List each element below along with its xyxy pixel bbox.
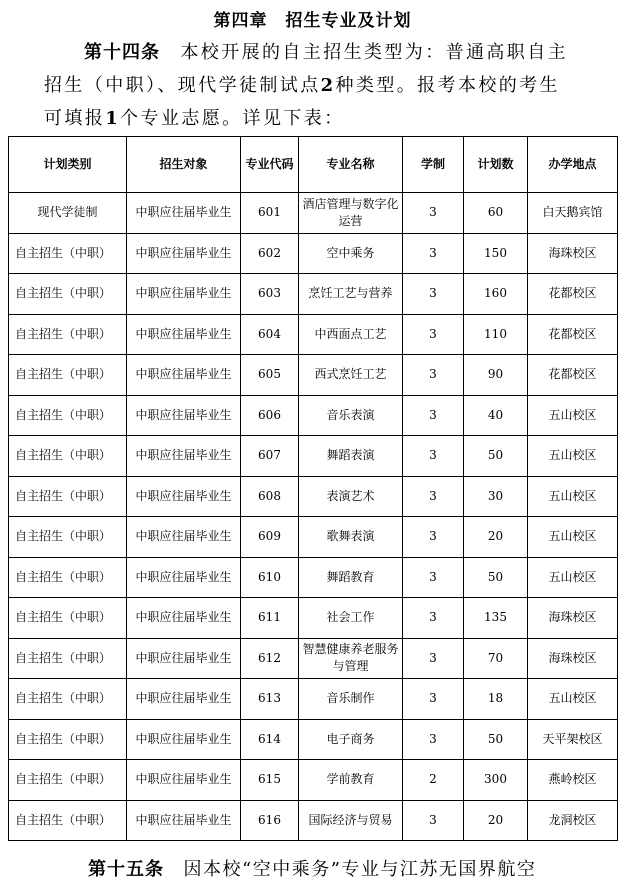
cell-major-code: 602 — [241, 233, 299, 274]
cell-plan-category: 自主招生（中职） — [9, 679, 127, 720]
cell-target: 中职应往届毕业生 — [127, 193, 241, 234]
cell-plan-count: 30 — [464, 476, 528, 517]
cell-plan-count: 18 — [464, 679, 528, 720]
cell-location: 花都校区 — [528, 355, 618, 396]
cell-duration: 3 — [403, 395, 464, 436]
cell-plan-count: 110 — [464, 314, 528, 355]
cell-major-name: 歌舞表演 — [299, 517, 403, 558]
cell-major-name: 智慧健康养老服务与管理 — [299, 638, 403, 679]
header-duration: 学制 — [403, 137, 464, 193]
cell-location: 五山校区 — [528, 476, 618, 517]
cell-major-name: 舞蹈教育 — [299, 557, 403, 598]
cell-duration: 3 — [403, 193, 464, 234]
cell-major-code: 614 — [241, 719, 299, 760]
cell-plan-count: 135 — [464, 598, 528, 639]
cell-plan-category: 自主招生（中职） — [9, 760, 127, 801]
cell-major-code: 608 — [241, 476, 299, 517]
choice-count: 1 — [105, 108, 121, 129]
table-row — [9, 193, 618, 234]
table-row — [9, 274, 618, 315]
cell-location: 海珠校区 — [528, 638, 618, 679]
table-row — [9, 638, 618, 679]
cell-plan-count: 70 — [464, 638, 528, 679]
table-header-row — [9, 137, 618, 193]
table-row — [9, 517, 618, 558]
cell-major-name: 音乐制作 — [299, 679, 403, 720]
cell-target: 中职应往届毕业生 — [127, 679, 241, 720]
cell-duration: 3 — [403, 476, 464, 517]
cell-major-code: 606 — [241, 395, 299, 436]
cell-target: 中职应往届毕业生 — [127, 233, 241, 274]
header-target: 招生对象 — [127, 137, 241, 193]
cell-target: 中职应往届毕业生 — [127, 274, 241, 315]
cell-location: 燕岭校区 — [528, 760, 618, 801]
article-14-text-1: 本校开展的自主招生类型为：普通高职自主 — [180, 42, 569, 63]
article-14-line-3 — [44, 102, 584, 135]
cell-plan-count: 50 — [464, 719, 528, 760]
cell-major-code: 603 — [241, 274, 299, 315]
cell-plan-category: 自主招生（中职） — [9, 638, 127, 679]
cell-major-name: 表演艺术 — [299, 476, 403, 517]
header-location: 办学地点 — [528, 137, 618, 193]
table-row — [9, 314, 618, 355]
article-14-label: 第十四条 — [84, 42, 160, 63]
cell-duration: 3 — [403, 233, 464, 274]
cell-major-code: 607 — [241, 436, 299, 477]
article-15-label: 第十五条 — [88, 859, 164, 880]
cell-major-code: 601 — [241, 193, 299, 234]
cell-target: 中职应往届毕业生 — [127, 760, 241, 801]
cell-duration: 3 — [403, 679, 464, 720]
article-14-line-1 — [44, 36, 584, 69]
table-row — [9, 233, 618, 274]
article-14-text-2a: 招生（中职）、现代学徒制试点 — [44, 75, 321, 96]
cell-plan-category: 自主招生（中职） — [9, 476, 127, 517]
cell-plan-count: 60 — [464, 193, 528, 234]
header-major-name: 专业名称 — [299, 137, 403, 193]
cell-major-code: 611 — [241, 598, 299, 639]
article-14-text-3b: 个专业志愿。详见下表： — [120, 108, 345, 129]
cell-location: 龙洞校区 — [528, 800, 618, 841]
cell-plan-category: 自主招生（中职） — [9, 557, 127, 598]
cell-duration: 3 — [403, 557, 464, 598]
article-15-text: 因本校“空中乘务”专业与江苏无国界航空 — [183, 859, 537, 880]
cell-duration: 3 — [403, 598, 464, 639]
table-row — [9, 395, 618, 436]
cell-location: 海珠校区 — [528, 233, 618, 274]
cell-duration: 3 — [403, 517, 464, 558]
cell-plan-count: 160 — [464, 274, 528, 315]
cell-location: 五山校区 — [528, 395, 618, 436]
cell-target: 中职应往届毕业生 — [127, 355, 241, 396]
table-row — [9, 476, 618, 517]
cell-duration: 3 — [403, 436, 464, 477]
table-row — [9, 760, 618, 801]
article-14-text-3a: 可填报 — [44, 108, 106, 129]
article-15 — [88, 855, 536, 881]
table-row — [9, 719, 618, 760]
table-row — [9, 598, 618, 639]
table-row — [9, 679, 618, 720]
cell-plan-category: 自主招生（中职） — [9, 719, 127, 760]
cell-duration: 3 — [403, 638, 464, 679]
cell-major-code: 604 — [241, 314, 299, 355]
cell-major-code: 615 — [241, 760, 299, 801]
cell-target: 中职应往届毕业生 — [127, 598, 241, 639]
cell-duration: 2 — [403, 760, 464, 801]
cell-plan-category: 自主招生（中职） — [9, 233, 127, 274]
cell-plan-category: 现代学徒制 — [9, 193, 127, 234]
cell-plan-count: 300 — [464, 760, 528, 801]
cell-location: 五山校区 — [528, 679, 618, 720]
cell-location: 五山校区 — [528, 436, 618, 477]
cell-target: 中职应往届毕业生 — [127, 314, 241, 355]
header-plan-count: 计划数 — [464, 137, 528, 193]
cell-major-name: 酒店管理与数字化运营 — [299, 193, 403, 234]
cell-target: 中职应往届毕业生 — [127, 436, 241, 477]
header-plan-category: 计划类别 — [9, 137, 127, 193]
cell-plan-category: 自主招生（中职） — [9, 436, 127, 477]
cell-target: 中职应往届毕业生 — [127, 557, 241, 598]
article-14 — [44, 36, 584, 135]
cell-major-code: 612 — [241, 638, 299, 679]
cell-major-code: 605 — [241, 355, 299, 396]
cell-target: 中职应往届毕业生 — [127, 638, 241, 679]
cell-location: 白天鹅宾馆 — [528, 193, 618, 234]
cell-plan-count: 90 — [464, 355, 528, 396]
cell-duration: 3 — [403, 355, 464, 396]
table-row — [9, 436, 618, 477]
cell-major-name: 国际经济与贸易 — [299, 800, 403, 841]
type-count: 2 — [320, 75, 336, 96]
article-14-text-2b: 种类型。报考本校的考生 — [335, 75, 560, 96]
cell-major-code: 609 — [241, 517, 299, 558]
cell-major-code: 610 — [241, 557, 299, 598]
article-14-line-2 — [44, 69, 584, 102]
cell-plan-category: 自主招生（中职） — [9, 274, 127, 315]
cell-major-name: 电子商务 — [299, 719, 403, 760]
cell-location: 花都校区 — [528, 274, 618, 315]
table-row — [9, 557, 618, 598]
cell-major-name: 舞蹈表演 — [299, 436, 403, 477]
header-major-code: 专业代码 — [241, 137, 299, 193]
cell-target: 中职应往届毕业生 — [127, 800, 241, 841]
cell-plan-category: 自主招生（中职） — [9, 598, 127, 639]
cell-major-code: 613 — [241, 679, 299, 720]
cell-plan-count: 20 — [464, 517, 528, 558]
cell-major-name: 社会工作 — [299, 598, 403, 639]
enrollment-plan-table — [8, 136, 618, 841]
cell-plan-category: 自主招生（中职） — [9, 314, 127, 355]
table-row — [9, 800, 618, 841]
cell-duration: 3 — [403, 274, 464, 315]
cell-plan-category: 自主招生（中职） — [9, 517, 127, 558]
cell-major-code: 616 — [241, 800, 299, 841]
cell-plan-count: 40 — [464, 395, 528, 436]
cell-duration: 3 — [403, 719, 464, 760]
cell-target: 中职应往届毕业生 — [127, 517, 241, 558]
cell-major-name: 中西面点工艺 — [299, 314, 403, 355]
cell-plan-category: 自主招生（中职） — [9, 395, 127, 436]
cell-major-name: 西式烹饪工艺 — [299, 355, 403, 396]
cell-location: 五山校区 — [528, 557, 618, 598]
cell-location: 五山校区 — [528, 517, 618, 558]
cell-plan-count: 150 — [464, 233, 528, 274]
cell-major-name: 音乐表演 — [299, 395, 403, 436]
cell-plan-count: 50 — [464, 557, 528, 598]
cell-location: 花都校区 — [528, 314, 618, 355]
cell-location: 天平架校区 — [528, 719, 618, 760]
cell-plan-category: 自主招生（中职） — [9, 800, 127, 841]
cell-target: 中职应往届毕业生 — [127, 476, 241, 517]
cell-major-name: 学前教育 — [299, 760, 403, 801]
cell-location: 海珠校区 — [528, 598, 618, 639]
cell-duration: 3 — [403, 800, 464, 841]
cell-major-name: 烹饪工艺与营养 — [299, 274, 403, 315]
cell-duration: 3 — [403, 314, 464, 355]
cell-target: 中职应往届毕业生 — [127, 719, 241, 760]
chapter-title: 第四章 招生专业及计划 — [213, 11, 412, 31]
cell-plan-count: 20 — [464, 800, 528, 841]
table-row — [9, 355, 618, 396]
cell-major-name: 空中乘务 — [299, 233, 403, 274]
cell-plan-count: 50 — [464, 436, 528, 477]
cell-plan-category: 自主招生（中职） — [9, 355, 127, 396]
cell-target: 中职应往届毕业生 — [127, 395, 241, 436]
